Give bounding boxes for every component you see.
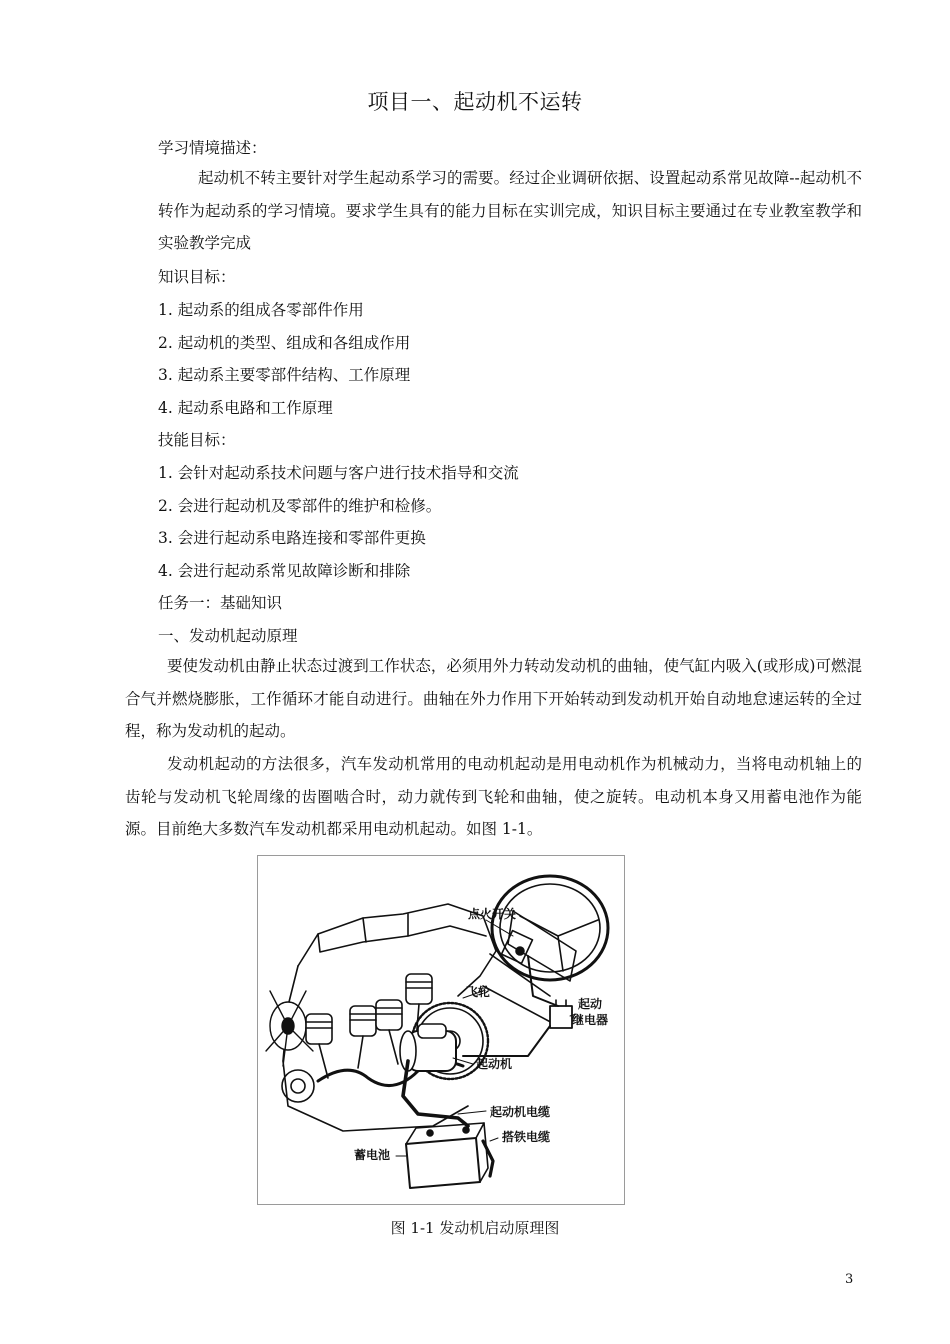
label-relay-line2: 继电器 bbox=[572, 1013, 609, 1027]
label-relay-line1: 起动 bbox=[578, 997, 603, 1011]
situation-heading: 学习情境描述： bbox=[158, 139, 267, 157]
figure-caption: 图 1-1 发动机启动原理图 bbox=[390, 1219, 560, 1237]
page-title: 项目一、起动机不运转 bbox=[367, 90, 583, 114]
label-ground-cable: 搭铁电缆 bbox=[502, 1130, 551, 1144]
engine-diagram-illustration bbox=[258, 856, 624, 1204]
paragraph-starting-method: 发动机起动的方法很多，汽车发动机常用的电动机起动是用电动机作为机械动力，当将电动机轴上的齿轮与发动机飞轮周缘的齿圈啮合时，动力就传到飞轮和曲轴，使之旋转。电动机本身又用蓄电池作为能源。目前绝大多数汽车发动机都采用电动机起动。如图 1-1。 bbox=[125, 755, 862, 838]
figure-engine-starting-diagram bbox=[257, 855, 625, 1205]
knowledge-item: 4. 起动系电路和工作原理 bbox=[158, 399, 333, 417]
label-ignition-switch: 点火开关 bbox=[468, 907, 517, 921]
label-starter: 起动机 bbox=[476, 1057, 513, 1071]
skills-item: 3. 会进行起动系电路连接和零部件更换 bbox=[158, 529, 426, 547]
skills-item: 2. 会进行起动机及零部件的维护和检修。 bbox=[158, 497, 442, 515]
skills-item: 4. 会进行起动系常见故障诊断和排除 bbox=[158, 562, 411, 580]
label-flywheel: 飞轮 bbox=[466, 985, 491, 999]
section-heading: 一、发动机起动原理 bbox=[158, 627, 298, 645]
knowledge-item: 2. 起动机的类型、组成和各组成作用 bbox=[158, 334, 411, 352]
knowledge-item: 1. 起动系的组成各零部件作用 bbox=[158, 301, 364, 319]
skills-heading: 技能目标： bbox=[158, 431, 236, 449]
task-heading: 任务一：基础知识 bbox=[158, 594, 283, 612]
knowledge-item: 3. 起动系主要零部件结构、工作原理 bbox=[158, 366, 411, 384]
situation-text: 起动机不转主要针对学生起动系学习的需要。经过企业调研依据、设置起动系常见故障--起动机不转作为起动系的学习情境。要求学生具有的能力目标在实训完成，知识目标主要通过在专业教室教学和实验教学完成 bbox=[158, 169, 862, 252]
label-battery: 蓄电池 bbox=[354, 1148, 391, 1162]
label-starter-cable: 起动机电缆 bbox=[490, 1105, 551, 1119]
knowledge-heading: 知识目标： bbox=[158, 268, 236, 286]
paragraph-starting-principle: 要使发动机由静止状态过渡到工作状态，必须用外力转动发动机的曲轴，使气缸内吸入(或形成)可燃混合气并燃烧膨胀，工作循环才能自动进行。曲轴在外力作用下开始转动到发动机开始自动地怠速运转的全过程，称为发动机的起动。 bbox=[125, 657, 862, 740]
page-number: 3 bbox=[845, 1272, 854, 1287]
skills-item: 1. 会针对起动系技术问题与客户进行技术指导和交流 bbox=[158, 464, 519, 482]
